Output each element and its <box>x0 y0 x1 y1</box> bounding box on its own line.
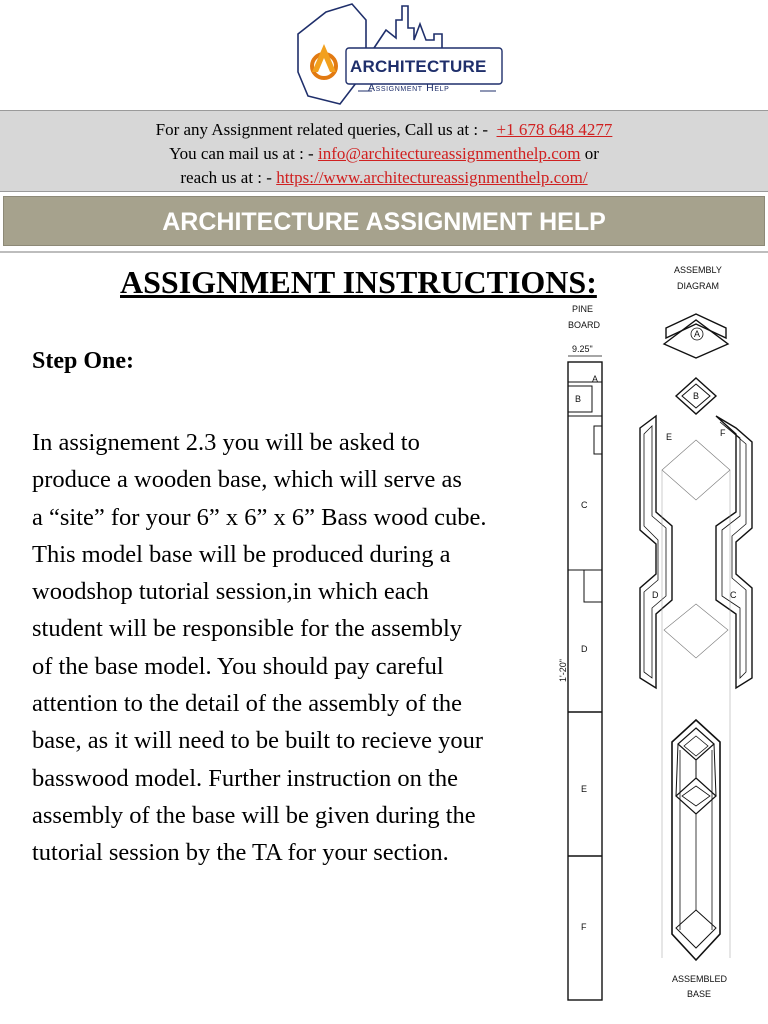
phone-link[interactable]: +1 678 648 4277 <box>496 120 613 139</box>
instruction-text <box>32 424 612 872</box>
board-length-label: 1'-20" <box>558 659 568 682</box>
body-line: produce a wooden base, which will serve as <box>32 466 462 494</box>
part-e-label: E <box>581 784 588 794</box>
body-line: tutorial session by the TA for your section. <box>32 839 449 867</box>
title-banner: ARCHITECTURE ASSIGNMENT HELP <box>3 196 765 246</box>
pine-board-label-1: PINE <box>572 304 594 314</box>
step-label: Step One: <box>32 348 134 374</box>
body-line: assembly of the base will be given during the <box>32 801 476 829</box>
banner-divider <box>0 251 768 253</box>
assembled-label-1: ASSEMBLED <box>672 974 728 984</box>
assembled-label-2: BASE <box>687 989 712 999</box>
body-line: a “site” for your 6” x 6” x 6” Bass wood cube. <box>32 503 487 531</box>
body-line: student will be responsible for the assembly <box>32 615 463 643</box>
page-heading: ASSIGNMENT INSTRUCTIONS: <box>120 264 597 300</box>
diagram-part-c: C <box>730 590 737 600</box>
part-c-label: C <box>581 500 588 510</box>
part-b-label: B <box>575 394 582 404</box>
board-width-label: 9.25" <box>572 344 593 354</box>
body-line: woodshop tutorial session,in which each <box>32 578 429 606</box>
logo-tagline-text: Assignment Help <box>368 82 450 94</box>
body-line: base, as it will need to be built to recieve your <box>32 727 484 755</box>
diagram-part-d: D <box>652 590 659 600</box>
pine-board-strip <box>568 362 602 1000</box>
assembly-label-1: ASSEMBLY <box>674 265 722 275</box>
body-line: basswood model. Further instruction on the <box>32 764 458 792</box>
phone-prefix: For any Assignment related queries, Call us at : - <box>155 120 489 139</box>
contact-line-website <box>0 166 768 190</box>
logo-brand-text: ARCHITECTURE <box>350 57 487 76</box>
contact-line-phone <box>0 118 768 142</box>
part-a-label: A <box>592 374 599 384</box>
body-line: of the base model. You should pay careful <box>32 652 444 680</box>
body-line: This model base will be produced during a <box>32 540 451 568</box>
assembly-label-2: DIAGRAM <box>677 281 720 291</box>
diagram-part-e: E <box>666 432 673 442</box>
contact-bar <box>0 110 768 192</box>
body-line: In assignement 2.3 you will be asked to <box>32 429 420 456</box>
email-suffix: or <box>584 144 599 163</box>
website-prefix: reach us at : - <box>180 168 272 187</box>
email-link[interactable]: info@architectureassignmenthelp.com <box>317 144 581 163</box>
website-link[interactable]: https://www.architectureassignmenthelp.com/ <box>276 168 588 187</box>
diagram-part-a: A <box>694 329 701 339</box>
contact-line-email <box>0 142 768 166</box>
skyline-icon <box>374 6 442 48</box>
part-f-label: F <box>581 922 587 932</box>
diagram-part-f: F <box>720 428 726 438</box>
part-d-label: D <box>581 644 588 654</box>
body-line: attention to the detail of the assembly of the <box>32 690 462 718</box>
email-prefix: You can mail us at : - <box>169 144 314 163</box>
assembly-diagram <box>560 258 768 1024</box>
pine-board-label-2: BOARD <box>568 320 601 330</box>
diagram-part-b: B <box>693 391 700 401</box>
